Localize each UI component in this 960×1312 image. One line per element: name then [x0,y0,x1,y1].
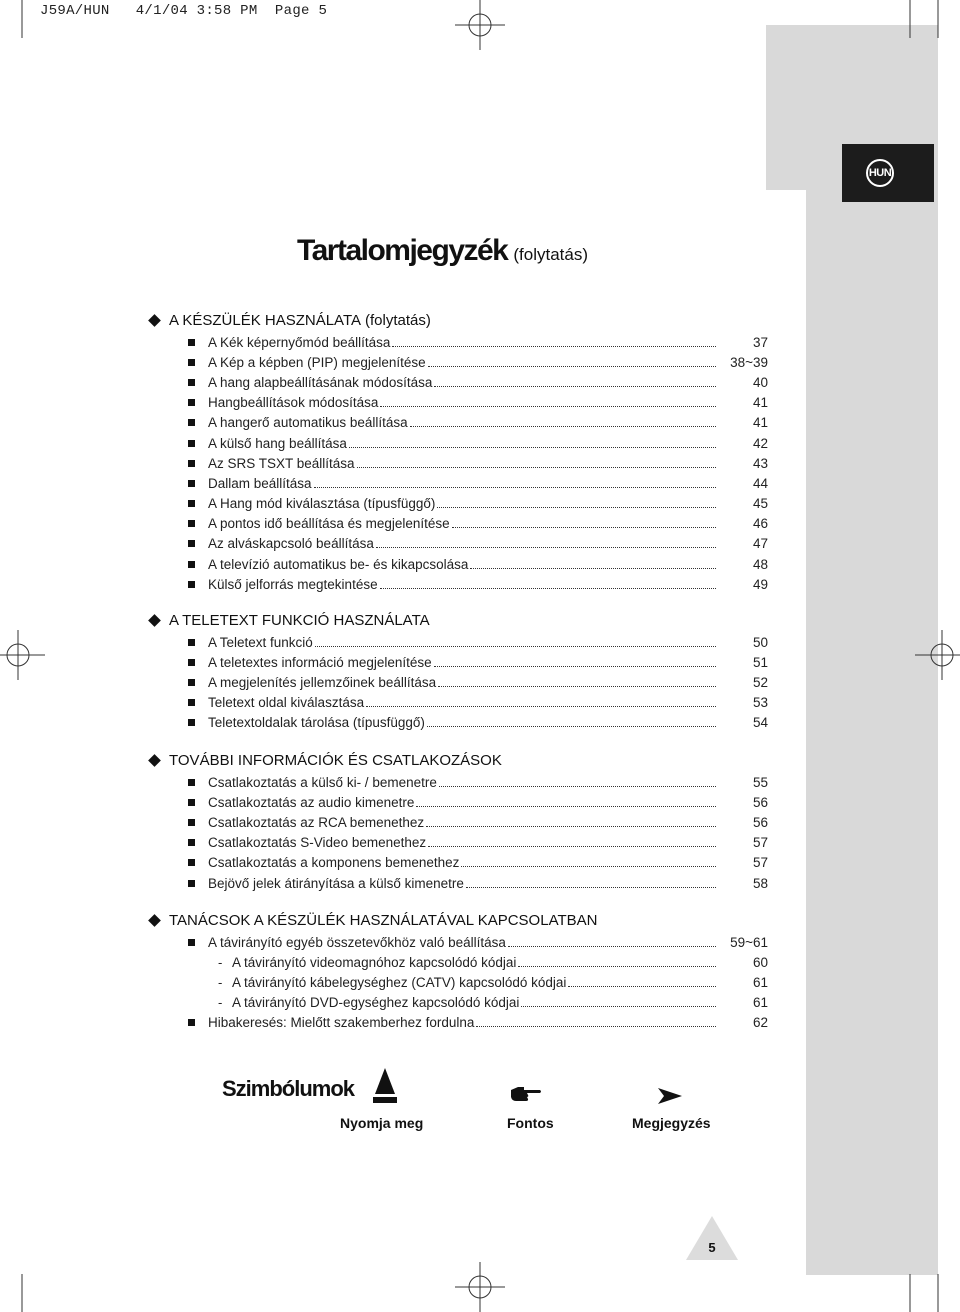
dot-leader [380,588,716,589]
toc-entry[interactable] [148,514,768,534]
toc-entry-label: A távirányító videomagnóhoz kapcsolódó kódjai [232,954,517,970]
toc-entry-page: 56 [752,794,768,810]
section-heading-text: TOVÁBBI INFORMÁCIÓK ÉS CSATLAKOZÁSOK [169,751,502,769]
toc-entry-page: 56 [752,814,768,830]
toc-entry-page: 60 [752,954,768,970]
toc-entry-label: Hibakeresés: Mielőtt szakemberhez fordulna [208,1015,475,1031]
toc-entry[interactable] [148,693,768,713]
toc-entry-page: 41 [752,395,768,411]
toc-entry-page: 38~39 [730,354,768,370]
dot-leader [410,426,716,427]
dot-leader [428,366,716,367]
toc-entry[interactable] [148,672,768,692]
toc-entry-page: 58 [752,875,768,891]
toc-entry-page: 48 [752,556,768,572]
section-heading-note: (folytatás) [365,311,431,329]
section-heading [148,748,768,772]
dot-leader [366,706,716,707]
toc-entry[interactable] [148,632,768,652]
toc-entry-label: A hangerő automatikus beállítása [208,415,408,431]
section-heading-text: A TELETEXT FUNKCIÓ HASZNÁLATA [169,611,430,629]
toc-entry-label: Csatlakoztatás az RCA bemenethez [208,814,425,830]
toc-entry-label: Csatlakoztatás az audio kimenetre [208,794,415,810]
toc-entry-page: 50 [752,634,768,650]
square-bullet-icon [188,339,208,346]
toc-entry[interactable] [148,792,768,812]
toc-entry-label: Dallam beállítása [208,475,312,491]
toc-entry-page: 61 [752,974,768,990]
toc-entry-page: 45 [752,496,768,512]
toc-entry-label: A pontos idő beállítása és megjelenítése [208,516,450,532]
toc-entry-page: 59~61 [730,934,768,950]
toc-entry-label: Csatlakoztatás a komponens bemenethez [208,855,460,871]
toc-entry[interactable] [148,534,768,554]
toc-entry-label: A Kék képernyőmód beállítása [208,334,391,350]
toc-entry-label: A Hang mód kiválasztása (típusfüggő) [208,496,436,512]
toc-entry-page: 53 [752,695,768,711]
page-number-marker [684,1214,740,1262]
print-header: J59A/HUN 4/1/04 3:58 PM Page 5 [40,3,328,19]
toc-entry-label: Külső jelforrás megtekintése [208,576,378,592]
square-bullet-icon [188,500,208,507]
toc-entry-page: 49 [752,576,768,592]
dot-leader [438,686,716,687]
toc-entry[interactable] [148,473,768,493]
square-bullet-icon [188,779,208,786]
toc-entry-page: 46 [752,516,768,532]
page-title [297,234,588,268]
language-badge: HUN [866,159,894,187]
toc-section [148,748,768,893]
pointing-hand-icon [510,1084,542,1104]
square-bullet-icon [188,480,208,487]
toc-entry-page: 42 [752,435,768,451]
section-heading [148,308,768,332]
dot-leader [452,527,716,528]
toc-entry-page: 37 [752,334,768,350]
toc-entry-page: 61 [752,995,768,1011]
square-bullet-icon [188,939,208,946]
toc-entry-label: Az alváskapcsoló beállítása [208,536,374,552]
press-icon [370,1066,400,1108]
toc-entry-page: 44 [752,475,768,491]
page-title-sub: (folytatás) [513,245,589,264]
diamond-bullet-icon [148,914,161,927]
toc-entry-page: 47 [752,536,768,552]
toc-entry[interactable] [148,1013,768,1033]
toc-section [148,908,768,1033]
toc-entry[interactable] [148,952,768,972]
diamond-bullet-icon [148,314,161,327]
toc-entry-label: Az SRS TSXT beállítása [208,455,355,471]
toc-entry[interactable] [148,932,768,952]
dot-leader [357,467,716,468]
toc-entry[interactable] [148,713,768,733]
square-bullet-icon [188,719,208,726]
toc-entry[interactable] [148,652,768,672]
toc-entry-label: A Teletext funkció [208,634,313,650]
dot-leader [470,568,716,569]
toc-entry-label: A külső hang beállítása [208,435,347,451]
square-bullet-icon [188,839,208,846]
dot-leader [439,786,716,787]
square-bullet-icon [188,520,208,527]
symbols-title: Szimbólumok [222,1076,355,1101]
toc-entry[interactable] [148,812,768,832]
toc-entry[interactable] [148,993,768,1013]
section-heading-text: TANÁCSOK A KÉSZÜLÉK HASZNÁLATÁVAL KAPCSOLATBAN [169,911,598,929]
toc-entry-label: Bejövő jelek átirányítása a külső kimenetre [208,875,464,891]
toc-entry-label: A hang alapbeállításának módosítása [208,374,433,390]
dot-leader [392,346,716,347]
square-bullet-icon [188,679,208,686]
toc-entry-page: 43 [752,455,768,471]
square-bullet-icon [188,819,208,826]
toc-entry-label: A távirányító DVD-egységhez kapcsolódó kódjai [232,995,520,1011]
symbol-label-important: Fontos [507,1115,554,1131]
toc-entry-label: A televízió automatikus be- és kikapcsolása [208,556,469,572]
toc-entry[interactable] [148,393,768,413]
toc-entry-label: A megjelenítés jellemzőinek beállítása [208,674,437,690]
toc-entry[interactable] [148,574,768,594]
square-bullet-icon [188,359,208,366]
square-bullet-icon [188,419,208,426]
section-heading [148,908,768,932]
toc-entry-page: 62 [752,1015,768,1031]
toc-entry[interactable] [148,772,768,792]
toc-entry-page: 40 [752,374,768,390]
square-bullet-icon [188,440,208,447]
dot-leader [416,806,716,807]
toc-entry[interactable] [148,972,768,992]
toc-entry-label: Csatlakoztatás S-Video bemenethez [208,835,427,851]
dot-leader [434,386,716,387]
toc-entry-label: A távirányító kábelegységhez (CATV) kapcsolódó kódjai [232,974,567,990]
toc-entry[interactable] [148,433,768,453]
toc-entry[interactable] [148,332,768,352]
square-bullet-icon [188,379,208,386]
toc-entry[interactable] [148,372,768,392]
toc-entry[interactable] [148,352,768,372]
square-bullet-icon [188,880,208,887]
section-heading-text: A KÉSZÜLÉK HASZNÁLATA [169,311,362,329]
toc-entry[interactable] [148,494,768,514]
square-bullet-icon [188,1019,208,1026]
dash-bullet-icon: - [218,974,223,990]
square-bullet-icon [188,859,208,866]
section-heading [148,608,768,632]
dot-leader [508,946,716,947]
arrow-icon [656,1086,684,1106]
symbol-label-press: Nyomja meg [340,1115,424,1131]
dot-leader [426,826,716,827]
dot-leader [376,547,716,548]
dot-leader [461,866,716,867]
toc-entry[interactable] [148,873,768,893]
square-bullet-icon [188,659,208,666]
dot-leader [518,966,716,967]
toc-entry-page: 57 [752,855,768,871]
square-bullet-icon [188,581,208,588]
toc-entry-label: A távirányító egyéb összetevőkhöz való beállítása [208,934,506,950]
dot-leader [476,1026,716,1027]
square-bullet-icon [188,699,208,706]
square-bullet-icon [188,799,208,806]
toc-entry-label: Hangbeállítások módosítása [208,395,379,411]
diamond-bullet-icon [148,614,161,627]
toc-entry-label: A Kép a képben (PIP) megjelenítése [208,354,426,370]
dot-leader [437,507,716,508]
toc-entry[interactable] [148,554,768,574]
toc-section [148,308,768,594]
dot-leader [434,666,716,667]
toc-entry[interactable] [148,853,768,873]
toc-entry-label: Csatlakoztatás a külső ki- / bemenetre [208,774,437,790]
toc-entry-page: 54 [752,715,768,731]
square-bullet-icon [188,399,208,406]
square-bullet-icon [188,540,208,547]
dot-leader [427,726,716,727]
toc-entry[interactable] [148,453,768,473]
dot-leader [428,846,716,847]
toc-entry-label: A teletextes információ megjelenítése [208,654,432,670]
toc-entry-page: 41 [752,415,768,431]
toc-entry[interactable] [148,413,768,433]
toc-section [148,608,768,733]
diamond-bullet-icon [148,754,161,767]
toc-entry-page: 57 [752,835,768,851]
toc-entry-page: 55 [752,774,768,790]
square-bullet-icon [188,561,208,568]
square-bullet-icon [188,639,208,646]
dot-leader [466,887,716,888]
dot-leader [314,487,716,488]
dot-leader [568,986,716,987]
dot-leader [521,1006,716,1007]
toc-entry-page: 51 [752,654,768,670]
page-number: 5 [708,1240,716,1255]
toc-entry-page: 52 [752,674,768,690]
dot-leader [315,646,716,647]
page-title-main: Tartalomjegyzék [297,234,508,267]
toc-entry[interactable] [148,833,768,853]
symbol-label-note: Megjegyzés [632,1115,711,1131]
dash-bullet-icon: - [218,995,223,1011]
square-bullet-icon [188,460,208,467]
dot-leader [349,447,716,448]
dash-bullet-icon: - [218,954,223,970]
toc-entry-label: Teletextoldalak tárolása (típusfüggő) [208,715,425,731]
toc-entry-label: Teletext oldal kiválasztása [208,695,365,711]
dot-leader [380,406,716,407]
